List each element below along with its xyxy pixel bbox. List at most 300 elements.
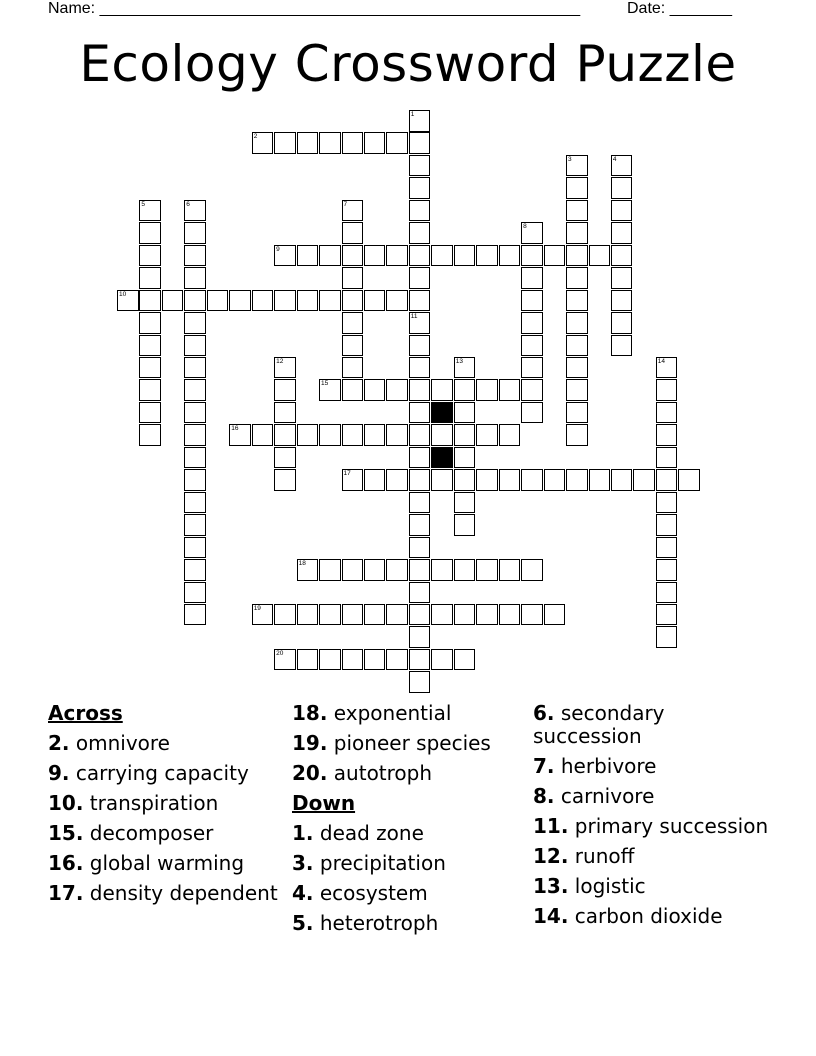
crossword-cell[interactable] (566, 267, 588, 289)
crossword-cell[interactable] (409, 267, 431, 289)
crossword-cell[interactable] (499, 469, 521, 491)
across-clue (48, 882, 288, 905)
clue-text: precipitation (319, 851, 446, 875)
crossword-cell[interactable] (656, 357, 678, 379)
crossword-cell[interactable] (409, 335, 431, 357)
crossword-cell[interactable] (274, 379, 296, 401)
crossword-cell[interactable] (409, 447, 431, 469)
clue-number-label: 18 (298, 560, 306, 567)
crossword-cell[interactable] (207, 290, 229, 312)
clue-text: decomposer (89, 821, 214, 845)
down-clue (533, 875, 773, 898)
crossword-cell[interactable] (274, 357, 296, 379)
crossword-cell[interactable] (364, 559, 386, 581)
crossword-cell[interactable] (499, 559, 521, 581)
down-clue (533, 755, 773, 778)
clue-text: pioneer species (333, 731, 491, 755)
clue-number: 5. (292, 911, 314, 935)
date-field-line: Date: _______ (627, 0, 732, 17)
crossword-cell[interactable] (476, 604, 498, 626)
crossword-cell[interactable] (184, 357, 206, 379)
crossword-cell[interactable] (656, 537, 678, 559)
crossword-cell[interactable] (364, 424, 386, 446)
crossword-cell[interactable] (409, 671, 431, 693)
crossword-cell[interactable] (184, 312, 206, 334)
page-title: Ecology Crossword Puzzle (79, 35, 737, 93)
clue-number-label: 9 (276, 245, 280, 253)
crossword-cell[interactable] (656, 492, 678, 514)
clue-number: 8. (533, 784, 555, 808)
crossword-cell[interactable] (139, 402, 161, 424)
clue-number: 10. (48, 791, 84, 815)
crossword-cell[interactable] (386, 469, 408, 491)
crossword-cell[interactable] (409, 604, 431, 626)
clue-number: 15. (48, 821, 84, 845)
crossword-cell[interactable] (611, 312, 633, 334)
crossword-cell[interactable] (544, 245, 566, 267)
crossword-cell[interactable] (139, 267, 161, 289)
crossword-cell[interactable] (431, 649, 453, 671)
crossword-cell[interactable] (476, 469, 498, 491)
crossword-cell[interactable] (386, 245, 408, 267)
crossword-cell[interactable] (454, 649, 476, 671)
crossword-cell[interactable] (364, 649, 386, 671)
crossword-cell[interactable] (566, 155, 588, 177)
crossword-cell[interactable] (274, 649, 296, 671)
crossword-cell[interactable] (319, 559, 341, 581)
clue-number-label: 14 (657, 357, 666, 365)
clue-number: 13. (533, 874, 569, 898)
clues-column-3 (533, 702, 773, 935)
crossword-cell[interactable] (184, 402, 206, 424)
crossword-cell[interactable] (319, 649, 341, 671)
crossword-cell[interactable] (342, 290, 364, 312)
crossword-cell[interactable] (162, 290, 184, 312)
crossword-cell[interactable] (252, 290, 274, 312)
crossword-cell[interactable] (454, 447, 476, 469)
crossword-cell[interactable] (297, 424, 319, 446)
crossword-cell[interactable] (656, 582, 678, 604)
crossword-cell[interactable] (566, 177, 588, 199)
clue-text: density dependent (89, 881, 278, 905)
down-clue (533, 845, 773, 868)
crossword-cell[interactable] (184, 267, 206, 289)
crossword-cell[interactable] (386, 559, 408, 581)
down-clue (292, 852, 532, 875)
crossword-cell[interactable] (364, 379, 386, 401)
across-clue (292, 762, 532, 785)
clue-number-label: 10 (119, 290, 127, 298)
crossword-cell[interactable] (297, 604, 319, 626)
clue-text: global warming (89, 851, 245, 875)
clue-text: omnivore (75, 731, 170, 755)
crossword-cell[interactable] (342, 335, 364, 357)
crossword-cell[interactable] (274, 469, 296, 491)
crossword-cell[interactable] (409, 132, 431, 154)
crossword-cell[interactable] (454, 357, 476, 379)
clue-number-label: 4 (612, 155, 617, 163)
clue-number: 3. (292, 851, 314, 875)
crossword-cell[interactable] (566, 222, 588, 244)
crossword-cell[interactable] (184, 379, 206, 401)
crossword-cell[interactable] (566, 424, 588, 446)
clue-number-label: 11 (410, 313, 418, 320)
crossword-cell[interactable] (386, 132, 408, 154)
crossword-cell[interactable] (611, 290, 633, 312)
clue-text: carrying capacity (75, 761, 249, 785)
crossword-black-cell (431, 447, 453, 469)
crossword-cell[interactable] (521, 335, 543, 357)
crossword-cell[interactable] (566, 290, 588, 312)
crossword-cell[interactable] (409, 514, 431, 536)
crossword-cell[interactable] (656, 559, 678, 581)
crossword-cell[interactable] (386, 424, 408, 446)
crossword-cell[interactable] (229, 290, 251, 312)
crossword-cell[interactable] (184, 559, 206, 581)
crossword-cell[interactable] (521, 267, 543, 289)
crossword-cell[interactable] (431, 469, 453, 491)
crossword-cell[interactable] (139, 222, 161, 244)
crossword-cell[interactable] (409, 312, 431, 334)
across-clue (292, 732, 532, 755)
crossword-cell[interactable] (454, 245, 476, 267)
crossword-cell[interactable] (342, 559, 364, 581)
crossword-cell[interactable] (611, 222, 633, 244)
crossword-cell[interactable] (521, 245, 543, 267)
crossword-cell[interactable] (297, 290, 319, 312)
down-clue (292, 882, 532, 905)
crossword-cell[interactable] (409, 649, 431, 671)
crossword-cell[interactable] (139, 200, 161, 222)
crossword-cell[interactable] (319, 424, 341, 446)
crossword-cell[interactable] (656, 626, 678, 648)
crossword-cell[interactable] (252, 424, 274, 446)
crossword-cell[interactable] (431, 559, 453, 581)
crossword-cell[interactable] (521, 312, 543, 334)
crossword-cell[interactable] (139, 312, 161, 334)
clue-number: 16. (48, 851, 84, 875)
clue-number-label: 2 (253, 133, 258, 141)
down-heading: Down (292, 791, 356, 815)
crossword-cell[interactable] (454, 402, 476, 424)
crossword-black-cell (431, 402, 453, 424)
crossword-cell[interactable] (386, 604, 408, 626)
clue-number: 7. (533, 754, 555, 778)
clue-number: 14. (533, 904, 569, 928)
crossword-cell[interactable] (184, 222, 206, 244)
clue-number: 18. (292, 701, 328, 725)
clue-number-label: 8 (523, 223, 527, 231)
crossword-cell[interactable] (342, 604, 364, 626)
crossword-cell[interactable] (364, 604, 386, 626)
crossword-cell[interactable] (139, 335, 161, 357)
crossword-cell[interactable] (364, 469, 386, 491)
crossword-cell[interactable] (184, 514, 206, 536)
crossword-cell[interactable] (521, 379, 543, 401)
crossword-cell[interactable] (656, 379, 678, 401)
crossword-cell[interactable] (184, 492, 206, 514)
crossword-cell[interactable] (184, 335, 206, 357)
clue-number-label: 20 (276, 649, 284, 657)
crossword-cell[interactable] (184, 582, 206, 604)
crossword-cell[interactable] (454, 379, 476, 401)
crossword-cell[interactable] (633, 469, 655, 491)
clue-text: dead zone (319, 821, 424, 845)
crossword-cell[interactable] (274, 424, 296, 446)
crossword-cell[interactable] (319, 290, 341, 312)
crossword-cell[interactable] (499, 424, 521, 446)
crossword-cell[interactable] (431, 604, 453, 626)
clue-number-label: 15 (321, 380, 329, 388)
clue-number: 19. (292, 731, 328, 755)
crossword-cell[interactable] (476, 424, 498, 446)
clues-column-1 (48, 702, 288, 912)
clue-number: 4. (292, 881, 314, 905)
clue-number: 9. (48, 761, 70, 785)
clue-number-label: 6 (186, 200, 190, 208)
crossword-cell[interactable] (566, 357, 588, 379)
clue-text: autotroph (333, 761, 433, 785)
crossword-cell[interactable] (566, 335, 588, 357)
down-clue (533, 702, 773, 748)
crossword-cell[interactable] (656, 514, 678, 536)
crossword-cell[interactable] (566, 200, 588, 222)
clue-number-label: 7 (343, 200, 348, 208)
crossword-cell[interactable] (252, 132, 274, 154)
clue-number: 12. (533, 844, 569, 868)
crossword-cell[interactable] (342, 132, 364, 154)
crossword-cell[interactable] (521, 469, 543, 491)
crossword-cell[interactable] (297, 245, 319, 267)
crossword-cell[interactable] (364, 290, 386, 312)
clue-text: carbon dioxide (574, 904, 723, 928)
crossword-cell[interactable] (139, 357, 161, 379)
crossword-cell[interactable] (611, 177, 633, 199)
clue-number-label: 3 (568, 155, 572, 163)
crossword-cell[interactable] (342, 312, 364, 334)
crossword-cell[interactable] (409, 402, 431, 424)
crossword-cell[interactable] (409, 424, 431, 446)
crossword-cell[interactable] (656, 424, 678, 446)
crossword-cell[interactable] (386, 379, 408, 401)
crossword-cell[interactable] (409, 155, 431, 177)
crossword-cell[interactable] (611, 245, 633, 267)
clue-number-label: 13 (455, 357, 464, 365)
crossword-cell[interactable] (184, 447, 206, 469)
crossword-cell[interactable] (319, 379, 341, 401)
crossword-cell[interactable] (409, 469, 431, 491)
down-clue (533, 785, 773, 808)
crossword-cell[interactable] (409, 582, 431, 604)
across-clue (48, 792, 288, 815)
clue-text: secondary succession (533, 701, 665, 748)
crossword-cell[interactable] (386, 290, 408, 312)
across-clue (292, 702, 532, 725)
clue-text: primary succession (574, 814, 769, 838)
crossword-cell[interactable] (139, 379, 161, 401)
crossword-cell[interactable] (454, 469, 476, 491)
crossword-cell[interactable] (252, 604, 274, 626)
crossword-cell[interactable] (454, 604, 476, 626)
crossword-cell[interactable] (521, 357, 543, 379)
crossword-cell[interactable] (386, 649, 408, 671)
crossword-cell[interactable] (409, 379, 431, 401)
crossword-cell[interactable] (409, 559, 431, 581)
crossword-cell[interactable] (431, 424, 453, 446)
across-clue (48, 732, 288, 755)
crossword-cell[interactable] (409, 290, 431, 312)
crossword-cell[interactable] (499, 245, 521, 267)
crossword-cell[interactable] (611, 469, 633, 491)
crossword-cell[interactable] (544, 469, 566, 491)
down-clue (533, 815, 773, 838)
crossword-cell[interactable] (274, 402, 296, 424)
crossword-cell[interactable] (499, 379, 521, 401)
crossword-cell[interactable] (342, 379, 364, 401)
crossword-cell[interactable] (342, 469, 364, 491)
crossword-cell[interactable] (678, 469, 700, 491)
crossword-cell[interactable] (297, 132, 319, 154)
crossword-cell[interactable] (409, 110, 431, 132)
across-heading: Across (48, 701, 123, 725)
crossword-cell[interactable] (566, 312, 588, 334)
crossword-cell[interactable] (342, 222, 364, 244)
crossword-cell[interactable] (431, 245, 453, 267)
crossword-cell[interactable] (656, 402, 678, 424)
crossword-cell[interactable] (611, 335, 633, 357)
clue-number: 11. (533, 814, 569, 838)
crossword-cell[interactable] (274, 447, 296, 469)
crossword-cell[interactable] (229, 424, 251, 446)
clue-text: herbivore (560, 754, 657, 778)
clue-number-label: 5 (141, 200, 146, 208)
crossword-cell[interactable] (521, 222, 543, 244)
crossword-cell[interactable] (409, 200, 431, 222)
crossword-cell[interactable] (521, 559, 543, 581)
crossword-cell[interactable] (476, 379, 498, 401)
crossword-cell[interactable] (589, 469, 611, 491)
crossword-cell[interactable] (656, 469, 678, 491)
crossword-cell[interactable] (454, 492, 476, 514)
crossword-cell[interactable] (656, 604, 678, 626)
crossword-cell[interactable] (184, 604, 206, 626)
crossword-cell[interactable] (409, 357, 431, 379)
clue-text: exponential (333, 701, 452, 725)
clue-text: runoff (574, 844, 635, 868)
clue-number: 2. (48, 731, 70, 755)
clue-number-label: 1 (410, 111, 415, 118)
crossword-cell[interactable] (184, 245, 206, 267)
crossword-cell[interactable] (364, 245, 386, 267)
crossword-cell[interactable] (342, 424, 364, 446)
crossword-cell[interactable] (184, 290, 206, 312)
across-clue (48, 822, 288, 845)
crossword-cell[interactable] (319, 245, 341, 267)
clue-text: ecosystem (319, 881, 428, 905)
crossword-cell[interactable] (297, 559, 319, 581)
crossword-cell[interactable] (274, 604, 296, 626)
clue-number-label: 19 (253, 604, 261, 612)
crossword-cell[interactable] (184, 537, 206, 559)
crossword-cell[interactable] (454, 514, 476, 536)
clue-text: transpiration (89, 791, 219, 815)
crossword-cell[interactable] (139, 424, 161, 446)
clue-number-label: 16 (231, 425, 239, 433)
crossword-cell[interactable] (184, 424, 206, 446)
crossword-cell[interactable] (409, 492, 431, 514)
crossword-cell[interactable] (364, 132, 386, 154)
crossword-cell[interactable] (342, 357, 364, 379)
down-clue (292, 822, 532, 845)
crossword-cell[interactable] (342, 267, 364, 289)
crossword-cell[interactable] (319, 132, 341, 154)
crossword-cell[interactable] (611, 200, 633, 222)
crossword-cell[interactable] (454, 424, 476, 446)
name-field-line: Name: ______________________________________________________ (48, 0, 581, 17)
crossword-cell[interactable] (409, 245, 431, 267)
crossword-cell[interactable] (184, 200, 206, 222)
crossword-cell[interactable] (342, 649, 364, 671)
crossword-cell[interactable] (566, 379, 588, 401)
crossword-cell[interactable] (454, 559, 476, 581)
crossword-cell[interactable] (342, 245, 364, 267)
crossword-cell[interactable] (431, 379, 453, 401)
crossword-cell[interactable] (319, 604, 341, 626)
clues-column-2 (292, 702, 532, 942)
crossword-cell[interactable] (566, 402, 588, 424)
crossword-cell[interactable] (476, 559, 498, 581)
crossword-cell[interactable] (297, 649, 319, 671)
across-clue (48, 852, 288, 875)
crossword-cell[interactable] (342, 200, 364, 222)
clue-text: carnivore (560, 784, 655, 808)
across-clue (48, 762, 288, 785)
crossword-cell[interactable] (409, 537, 431, 559)
crossword-cell[interactable] (139, 290, 161, 312)
crossword-cell[interactable] (521, 290, 543, 312)
crossword-cell[interactable] (117, 290, 139, 312)
clue-number-label: 17 (343, 470, 351, 478)
down-clue (292, 912, 532, 935)
crossword-cell[interactable] (521, 402, 543, 424)
crossword-cell[interactable] (611, 155, 633, 177)
clue-number: 17. (48, 881, 84, 905)
clue-text: heterotroph (319, 911, 439, 935)
crossword-cell[interactable] (476, 245, 498, 267)
crossword-cell[interactable] (409, 626, 431, 648)
clue-number: 6. (533, 701, 555, 725)
crossword-cell[interactable] (611, 267, 633, 289)
crossword-cell[interactable] (544, 604, 566, 626)
crossword-cell[interactable] (274, 245, 296, 267)
crossword-cell[interactable] (566, 469, 588, 491)
clue-number-label: 12 (276, 357, 284, 365)
down-clue (533, 905, 773, 928)
crossword-cell[interactable] (566, 245, 588, 267)
crossword-cell[interactable] (589, 245, 611, 267)
crossword-cell[interactable] (184, 469, 206, 491)
crossword-cell[interactable] (274, 132, 296, 154)
clue-number: 1. (292, 821, 314, 845)
crossword-cell[interactable] (409, 222, 431, 244)
crossword-cell[interactable] (274, 290, 296, 312)
clue-text: logistic (574, 874, 646, 898)
crossword-cell[interactable] (139, 245, 161, 267)
crossword-cell[interactable] (499, 604, 521, 626)
crossword-cell[interactable] (656, 447, 678, 469)
crossword-cell[interactable] (521, 604, 543, 626)
crossword-cell[interactable] (409, 177, 431, 199)
